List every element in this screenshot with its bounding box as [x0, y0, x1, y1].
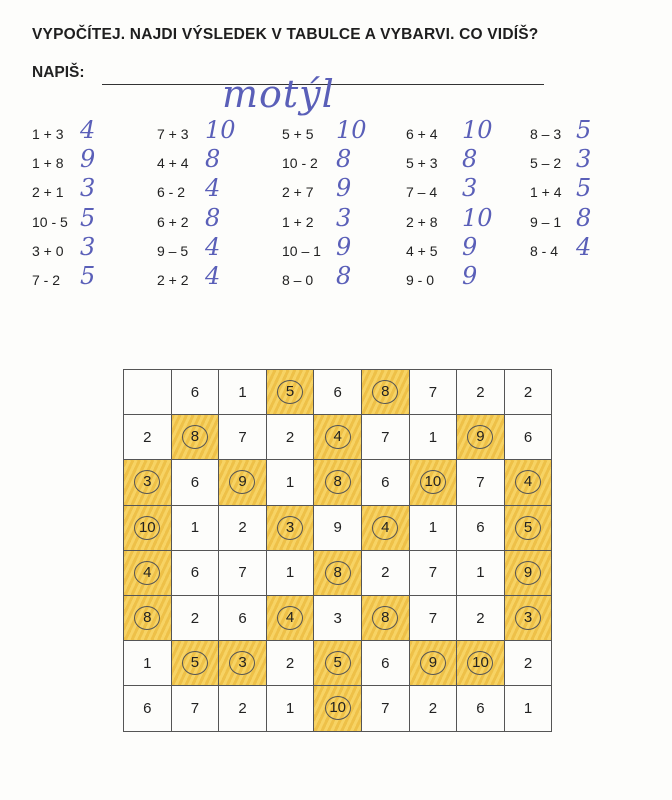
grid-cell-colored[interactable]	[219, 460, 267, 505]
grid-cell[interactable]	[504, 641, 552, 686]
grid-cell-colored[interactable]	[361, 595, 409, 640]
handwritten-result[interactable]: 8	[576, 203, 592, 232]
problem-expression: 9 – 5	[157, 242, 189, 259]
cell-number: 2	[238, 519, 247, 537]
problem-expression: 8 – 3	[530, 126, 562, 142]
cell-number: 2	[428, 699, 438, 717]
cell-number: 2	[476, 383, 485, 401]
cell-number: 5	[277, 380, 303, 404]
grid-cell[interactable]	[171, 550, 219, 595]
grid-cell[interactable]	[219, 505, 267, 550]
grid-cell-colored[interactable]	[171, 415, 219, 460]
grid-cell-colored[interactable]	[266, 595, 314, 640]
grid-cell-colored[interactable]	[504, 550, 552, 595]
cell-number: 7	[476, 473, 485, 491]
grid-cell[interactable]	[409, 550, 457, 595]
grid-cell-colored[interactable]	[124, 595, 172, 640]
grid-cell[interactable]	[361, 641, 409, 686]
problem-expression: 1 + 2	[282, 213, 314, 230]
grid-cell-colored[interactable]	[219, 641, 267, 686]
cell-number: 3	[515, 606, 541, 630]
problem-expression: 6 + 2	[157, 213, 189, 230]
handwritten-result[interactable]: 8	[336, 261, 352, 290]
grid-cell[interactable]	[124, 415, 172, 460]
cell-number: 9	[467, 425, 493, 449]
cell-number: 6	[333, 383, 342, 401]
grid-cell[interactable]	[171, 686, 219, 731]
grid-row	[124, 641, 552, 686]
grid-row	[124, 415, 552, 460]
grid-cell[interactable]	[457, 370, 505, 415]
grid-cell-colored[interactable]	[457, 415, 505, 460]
grid-cell[interactable]	[266, 686, 314, 731]
problem-expression: 6 + 4	[406, 126, 438, 142]
problem-expression: 1 + 8	[32, 155, 64, 172]
cell-number: 1	[285, 699, 295, 717]
problem-expression: 2 + 2	[157, 271, 189, 288]
cell-number: 1	[523, 699, 533, 717]
cell-number: 8	[134, 606, 160, 630]
grid-cell[interactable]	[457, 505, 505, 550]
cell-number: 6	[190, 564, 200, 582]
problem-expression: 9 – 1	[530, 213, 562, 230]
grid-cell-colored[interactable]	[314, 686, 362, 731]
problem-column	[530, 116, 655, 266]
cell-number: 9	[515, 561, 541, 585]
problems-section	[32, 116, 672, 320]
problem-item	[32, 261, 157, 295]
cell-number: 6	[476, 699, 485, 717]
handwritten-answer: motýl	[222, 72, 335, 116]
cell-number: 2	[381, 564, 390, 582]
grid-cell[interactable]	[171, 370, 219, 415]
handwritten-result[interactable]: 5	[576, 116, 592, 144]
cell-number: 6	[190, 473, 200, 491]
grid-cell[interactable]	[171, 460, 219, 505]
answer-row	[32, 60, 552, 116]
cell-number: 2	[523, 383, 533, 401]
handwritten-result[interactable]: 10	[462, 203, 493, 232]
handwritten-result[interactable]: 3	[576, 145, 592, 174]
cell-number: 2	[143, 428, 152, 446]
grid-cell[interactable]	[219, 686, 267, 731]
grid-cell[interactable]	[171, 595, 219, 640]
number-grid-wrap	[123, 369, 552, 732]
cell-number: 9	[420, 651, 446, 675]
cell-number: 4	[277, 606, 303, 630]
handwritten-result[interactable]: 4	[205, 232, 221, 261]
problem-expression: 4 + 4	[157, 155, 189, 172]
grid-cell[interactable]	[219, 370, 267, 415]
problem-expression: 8 – 0	[282, 271, 314, 288]
grid-row	[124, 550, 552, 595]
problem-expression: 1 + 3	[32, 126, 64, 142]
instruction-text: VYPOČÍTEJ. NAJDI VÝSLEDEK V TABULCE A VYBARVI. CO VIDÍŠ?	[32, 26, 539, 43]
cell-number: 6	[381, 654, 390, 672]
grid-cell[interactable]	[314, 595, 362, 640]
grid-cell-colored[interactable]	[314, 460, 362, 505]
problem-expression: 5 – 2	[530, 155, 562, 172]
cell-number: 1	[190, 519, 200, 537]
cell-number: 9	[229, 470, 255, 494]
cell-number: 1	[238, 383, 247, 401]
handwritten-result[interactable]: 8	[336, 145, 352, 174]
handwritten-result[interactable]: 8	[205, 203, 221, 232]
cell-number: 1	[428, 428, 438, 446]
cell-number: 7	[428, 609, 438, 627]
cell-number: 7	[190, 699, 200, 717]
cell-number: 3	[333, 609, 342, 627]
problem-expression: 5 + 5	[282, 126, 314, 142]
cell-number: 6	[381, 473, 390, 491]
cell-number: 6	[476, 519, 485, 537]
cell-number: 7	[381, 699, 390, 717]
grid-cell-colored[interactable]	[314, 641, 362, 686]
cell-number: 10	[325, 696, 351, 720]
problem-item	[530, 145, 655, 178]
problem-item	[406, 261, 531, 295]
problem-expression: 2 + 7	[282, 184, 314, 201]
cell-number: 10	[134, 516, 160, 540]
grid-cell[interactable]	[409, 595, 457, 640]
answer-line[interactable]	[102, 72, 544, 116]
grid-cell-colored[interactable]	[361, 505, 409, 550]
cell-number: 2	[476, 609, 485, 627]
grid-cell[interactable]	[504, 686, 552, 731]
grid-row	[124, 460, 552, 505]
grid-cell-colored[interactable]	[124, 550, 172, 595]
grid-cell[interactable]	[361, 415, 409, 460]
grid-cell-colored[interactable]	[409, 460, 457, 505]
grid-cell[interactable]	[409, 370, 457, 415]
cell-number: 2	[238, 699, 247, 717]
problem-expression: 4 + 5	[406, 242, 438, 259]
problem-expression: 7 + 3	[157, 126, 189, 142]
handwritten-result[interactable]: 10	[336, 116, 367, 144]
grid-row	[124, 686, 552, 731]
grid-cell[interactable]	[457, 460, 505, 505]
cell-number: 3	[277, 516, 303, 540]
cell-number: 6	[143, 699, 152, 717]
grid-cell[interactable]	[457, 686, 505, 731]
cell-number: 10	[420, 470, 446, 494]
worksheet-header	[32, 26, 662, 116]
grid-cell[interactable]	[409, 505, 457, 550]
handwritten-result[interactable]: 9	[462, 261, 478, 290]
grid-cell[interactable]	[409, 686, 457, 731]
grid-cell[interactable]	[266, 641, 314, 686]
grid-cell-colored[interactable]	[314, 550, 362, 595]
handwritten-result[interactable]: 4	[205, 261, 221, 290]
grid-cell-colored[interactable]	[266, 370, 314, 415]
handwritten-result[interactable]: 5	[80, 203, 96, 232]
problem-item	[530, 232, 655, 266]
cell-number: 10	[467, 651, 493, 675]
cell-number: 7	[428, 383, 438, 401]
handwritten-result[interactable]: 5	[80, 261, 96, 290]
grid-cell-colored[interactable]	[124, 460, 172, 505]
problem-expression: 3 + 0	[32, 242, 64, 259]
grid-cell[interactable]	[457, 595, 505, 640]
handwritten-result[interactable]: 9	[462, 232, 478, 261]
number-grid	[123, 369, 552, 732]
cell-number: 6	[523, 428, 533, 446]
grid-cell[interactable]	[504, 370, 552, 415]
problem-expression: 10 – 1	[282, 242, 321, 259]
cell-number: 4	[325, 425, 351, 449]
problem-item	[530, 203, 655, 237]
grid-cell[interactable]	[266, 415, 314, 460]
problem-item	[157, 261, 282, 295]
problem-expression: 2 + 8	[406, 213, 438, 230]
cell-number: 4	[515, 470, 541, 494]
grid-cell[interactable]	[124, 370, 172, 415]
cell-number: 2	[523, 654, 533, 672]
grid-cell-colored[interactable]	[124, 505, 172, 550]
cell-number: 7	[238, 564, 247, 582]
grid-cell-colored[interactable]	[457, 641, 505, 686]
cell-number: 8	[325, 470, 351, 494]
cell-number: 9	[333, 519, 342, 537]
cell-number: 6	[238, 609, 247, 627]
cell-number: 1	[285, 564, 295, 582]
problem-expression: 2 + 1	[32, 184, 64, 201]
cell-number: 1	[428, 519, 438, 537]
handwritten-result[interactable]: 8	[205, 145, 221, 174]
problem-expression: 1 + 4	[530, 184, 562, 201]
handwritten-result[interactable]: 4	[205, 174, 221, 203]
grid-cell[interactable]	[124, 641, 172, 686]
handwritten-result[interactable]: 9	[80, 145, 96, 174]
grid-cell[interactable]	[219, 595, 267, 640]
grid-row	[124, 595, 552, 640]
cell-number: 8	[182, 425, 208, 449]
cell-number: 3	[229, 651, 255, 675]
handwritten-result[interactable]: 3	[80, 174, 96, 203]
grid-cell[interactable]	[361, 686, 409, 731]
problem-item	[530, 174, 655, 207]
grid-cell-colored[interactable]	[266, 505, 314, 550]
problem-item	[530, 116, 655, 149]
cell-number: 2	[190, 609, 200, 627]
grid-cell[interactable]	[314, 370, 362, 415]
cell-number: 7	[381, 428, 390, 446]
cell-number: 7	[428, 564, 438, 582]
handwritten-result[interactable]: 4	[80, 116, 96, 144]
grid-cell-colored[interactable]	[504, 505, 552, 550]
grid-cell-colored[interactable]	[314, 415, 362, 460]
cell-number: 2	[285, 654, 295, 672]
cell-number: 1	[143, 654, 152, 672]
grid-cell[interactable]	[361, 550, 409, 595]
grid-cell-colored[interactable]	[504, 460, 552, 505]
cell-number: 8	[372, 606, 398, 630]
handwritten-result[interactable]: 3	[80, 232, 96, 261]
grid-cell[interactable]	[219, 415, 267, 460]
problem-expression: 8 - 4	[530, 242, 559, 259]
handwritten-result[interactable]: 10	[462, 116, 493, 144]
grid-cell[interactable]	[124, 686, 172, 731]
cell-number: 2	[285, 428, 295, 446]
handwritten-result[interactable]: 10	[205, 116, 236, 144]
cell-number: 8	[372, 380, 398, 404]
handwritten-result[interactable]: 3	[336, 203, 352, 232]
grid-row	[124, 505, 552, 550]
cell-number: 4	[372, 516, 398, 540]
grid-cell-colored[interactable]	[171, 641, 219, 686]
handwritten-result[interactable]: 9	[336, 174, 352, 203]
problem-column	[282, 116, 407, 295]
grid-cell[interactable]	[457, 550, 505, 595]
cell-number: 5	[325, 651, 351, 675]
problem-expression: 5 + 3	[406, 155, 438, 172]
problem-expression: 10 - 2	[282, 155, 318, 172]
problem-expression: 6 - 2	[157, 184, 186, 201]
grid-cell[interactable]	[171, 505, 219, 550]
grid-cell[interactable]	[314, 505, 362, 550]
cell-number: 1	[285, 473, 295, 491]
grid-cell[interactable]	[266, 460, 314, 505]
problem-column	[157, 116, 282, 295]
grid-cell[interactable]	[409, 415, 457, 460]
handwritten-result[interactable]: 5	[576, 174, 592, 203]
handwritten-result[interactable]: 9	[336, 232, 352, 261]
problem-expression: 9 - 0	[406, 271, 435, 288]
problem-expression: 10 - 5	[32, 213, 68, 230]
cell-number: 5	[182, 651, 208, 675]
grid-cell[interactable]	[504, 415, 552, 460]
problem-expression: 7 – 4	[406, 184, 438, 201]
problem-column	[406, 116, 531, 295]
grid-cell[interactable]	[219, 550, 267, 595]
handwritten-result[interactable]: 8	[462, 145, 478, 174]
cell-number: 4	[134, 561, 160, 585]
grid-cell[interactable]	[266, 550, 314, 595]
grid-row	[124, 370, 552, 415]
grid-cell-colored[interactable]	[409, 641, 457, 686]
grid-cell[interactable]	[361, 460, 409, 505]
grid-cell-colored[interactable]	[504, 595, 552, 640]
write-label: NAPIŠ:	[32, 64, 85, 81]
grid-cell-colored[interactable]	[361, 370, 409, 415]
cell-number: 1	[476, 564, 485, 582]
cell-number: 3	[134, 470, 160, 494]
problem-item	[282, 261, 407, 295]
problem-column	[32, 116, 157, 295]
cell-number: 8	[325, 561, 351, 585]
handwritten-result[interactable]: 3	[462, 174, 478, 203]
cell-number: 7	[238, 428, 247, 446]
problem-expression: 7 - 2	[32, 271, 61, 288]
cell-number: 5	[515, 516, 541, 540]
cell-number: 6	[190, 383, 200, 401]
handwritten-result[interactable]: 4	[576, 232, 592, 261]
